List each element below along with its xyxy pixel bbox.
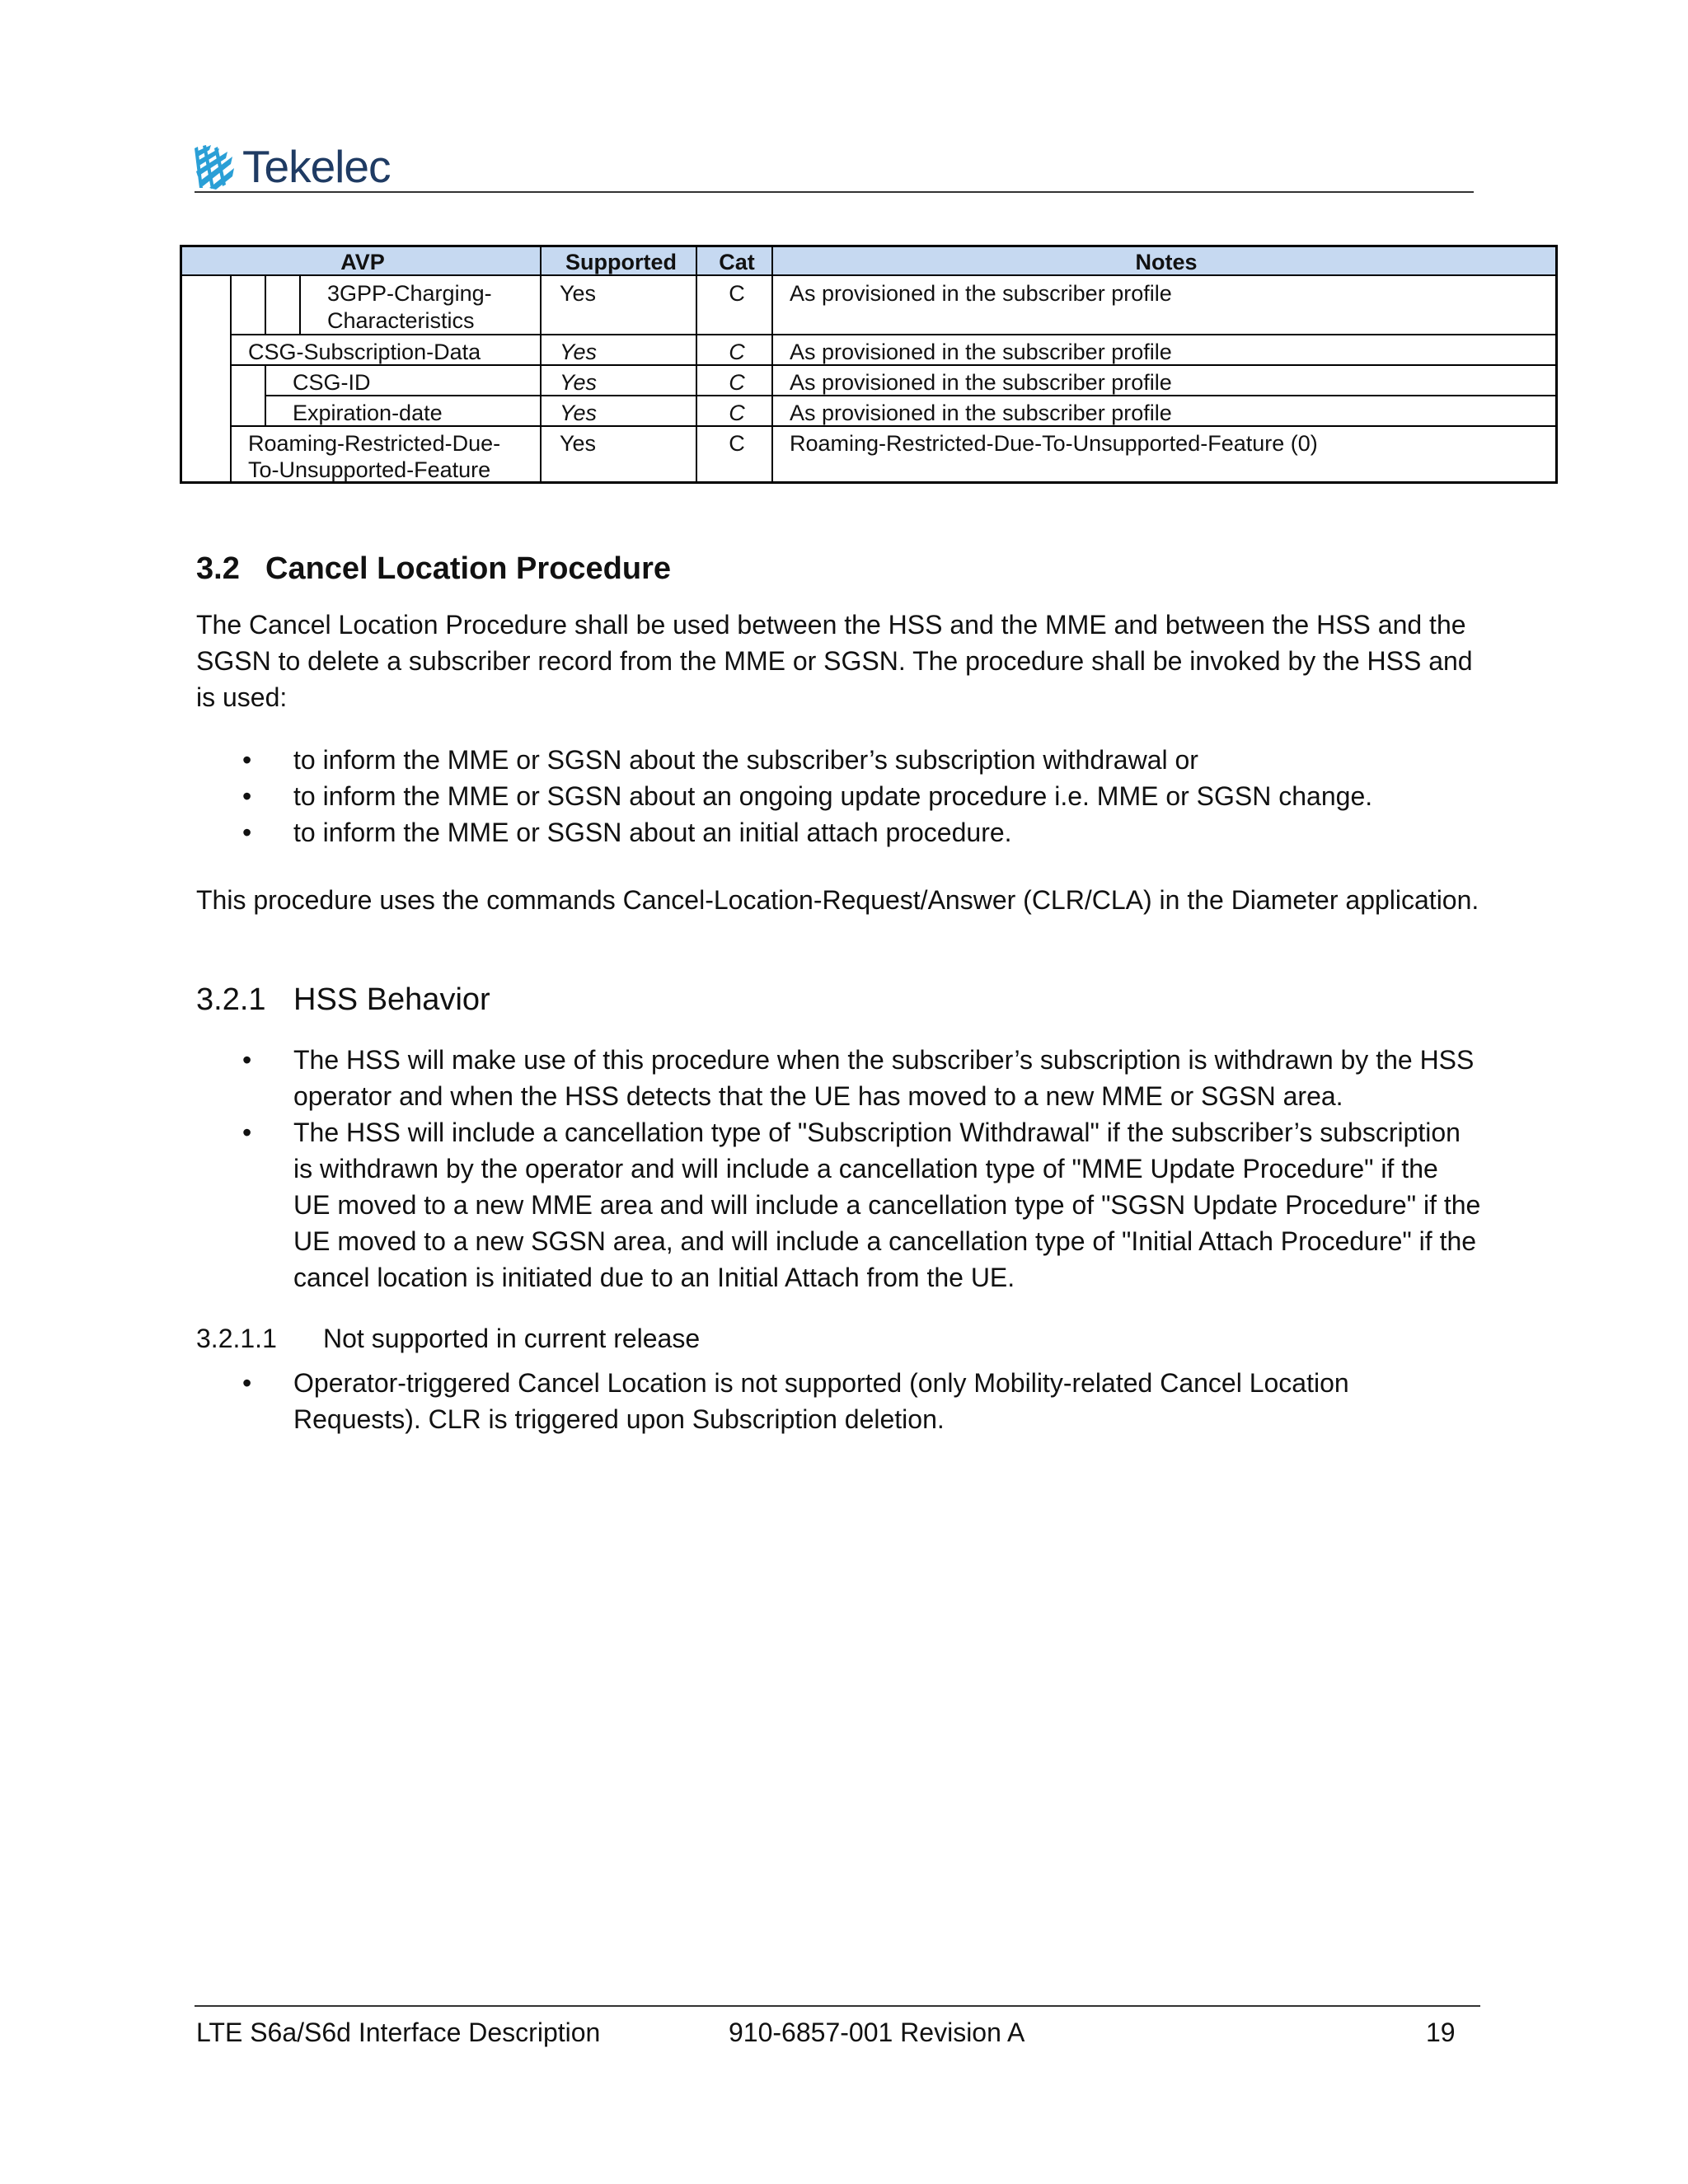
table-cell-cat: C (729, 281, 745, 306)
subsubsection-heading (196, 1324, 700, 1354)
list-item-text: The HSS will make use of this procedure when the subscriber’s subscription is withdrawn by the HSS operator and when the HSS detects that the UE has moved to a new MME or SGSN area. (293, 1045, 1475, 1111)
subsubsection-number: 3.2.1.1 (196, 1324, 277, 1353)
table-cell-cat: C (729, 370, 745, 395)
list-item (196, 778, 1482, 814)
table-cell-supported: Yes (560, 340, 598, 364)
header-divider (195, 191, 1474, 193)
section-intro-paragraph: The Cancel Location Procedure shall be used between the HSS and the MME and between the HSS and the SGSN to delete a subscriber record from the MME or SGSN. The procedure shall be invoked by the HSS and is used: (196, 610, 1473, 712)
table-cell-avp: CSG-ID (293, 370, 371, 395)
table-header-supported: Supported (565, 250, 677, 274)
tekelec-swirl-icon (195, 143, 236, 190)
table-cell-avp: To-Unsupported-Feature (248, 457, 491, 482)
list-item (196, 1365, 1482, 1437)
list-item-text: to inform the MME or SGSN about the subscriber’s subscription withdrawal or (293, 745, 1198, 775)
table-cell-avp: Characteristics (327, 308, 475, 333)
section-outro-paragraph: This procedure uses the commands Cancel-Location-Request/Answer (CLR/CLA) in the Diameter application. (196, 885, 1479, 915)
avp-table (180, 245, 1558, 484)
table-cell-supported: Yes (560, 401, 598, 425)
section-bullet-list (196, 742, 1482, 851)
table-cell-notes: As provisioned in the subscriber profile (790, 401, 1172, 425)
subsection-heading (196, 982, 490, 1018)
table-cell-avp: 3GPP-Charging- (327, 281, 492, 306)
bullet-icon: • (242, 1045, 252, 1075)
table-cell-cat: C (729, 431, 745, 456)
bullet-icon: • (242, 818, 252, 847)
bullet-icon: • (242, 781, 252, 811)
table-cell-supported: Yes (560, 370, 598, 395)
list-item (196, 1042, 1482, 1114)
subsection-title: HSS Behavior (293, 982, 490, 1017)
table-cell-notes: As provisioned in the subscriber profile (790, 370, 1172, 395)
logo-text: Tekelec (242, 140, 391, 192)
footer-divider (195, 2005, 1480, 2007)
table-cell-avp: Roaming-Restricted-Due- (248, 431, 501, 456)
table-cell-supported: Yes (560, 281, 597, 306)
table-header-cat: Cat (719, 250, 755, 274)
subsubsection-title: Not supported in current release (323, 1324, 701, 1353)
footer-doc-title: LTE S6a/S6d Interface Description (196, 2018, 601, 2047)
table-cell-notes: As provisioned in the subscriber profile (790, 340, 1172, 364)
subsubsection-bullet-list (196, 1365, 1482, 1437)
company-logo (195, 142, 390, 191)
table-cell-notes: Roaming-Restricted-Due-To-Unsupported-Feature (0) (790, 431, 1318, 456)
list-item-text: The HSS will include a cancellation type of "Subscription Withdrawal" if the subscriber’s subscription is withdrawn by the operator and will include a cancellation type of "MME Update Procedure" if the UE moved to a new MME area and will include a cancellation type of "SGSN Update Procedure" if the UE moved to a new SGSN area, and will include a cancellation type of "Initial Attach Procedure" if the cancel location is initiated due to an Initial Attach from the UE. (293, 1118, 1481, 1292)
list-item (196, 814, 1482, 851)
bullet-icon: • (242, 1118, 252, 1147)
list-item (196, 1114, 1482, 1296)
table-header-notes: Notes (1135, 250, 1198, 274)
subsection-bullet-list (196, 1042, 1482, 1296)
table-cell-notes: As provisioned in the subscriber profile (790, 281, 1172, 306)
table-cell-cat: C (729, 401, 745, 425)
table-cell-supported: Yes (560, 431, 597, 456)
table-cell-cat: C (729, 340, 745, 364)
section-number: 3.2 (196, 551, 240, 586)
table-cell-avp: Expiration-date (293, 401, 443, 425)
list-item-text: to inform the MME or SGSN about an ongoing update procedure i.e. MME or SGSN change. (293, 781, 1373, 811)
footer-page-number: 19 (1426, 2018, 1456, 2047)
subsection-number: 3.2.1 (196, 982, 266, 1017)
table-header-avp: AVP (340, 250, 385, 274)
list-item (196, 742, 1482, 778)
section-heading (196, 551, 671, 587)
footer-doc-number: 910-6857-001 Revision A (729, 2018, 1025, 2047)
section-title: Cancel Location Procedure (265, 551, 672, 586)
list-item-text: Operator-triggered Cancel Location is not supported (only Mobility-related Cancel Location Requests). CLR is triggered upon Subscription deletion. (293, 1368, 1349, 1434)
table-cell-avp: CSG-Subscription-Data (248, 340, 481, 364)
list-item-text: to inform the MME or SGSN about an initial attach procedure. (293, 818, 1012, 847)
bullet-icon: • (242, 1368, 252, 1398)
bullet-icon: • (242, 745, 252, 775)
